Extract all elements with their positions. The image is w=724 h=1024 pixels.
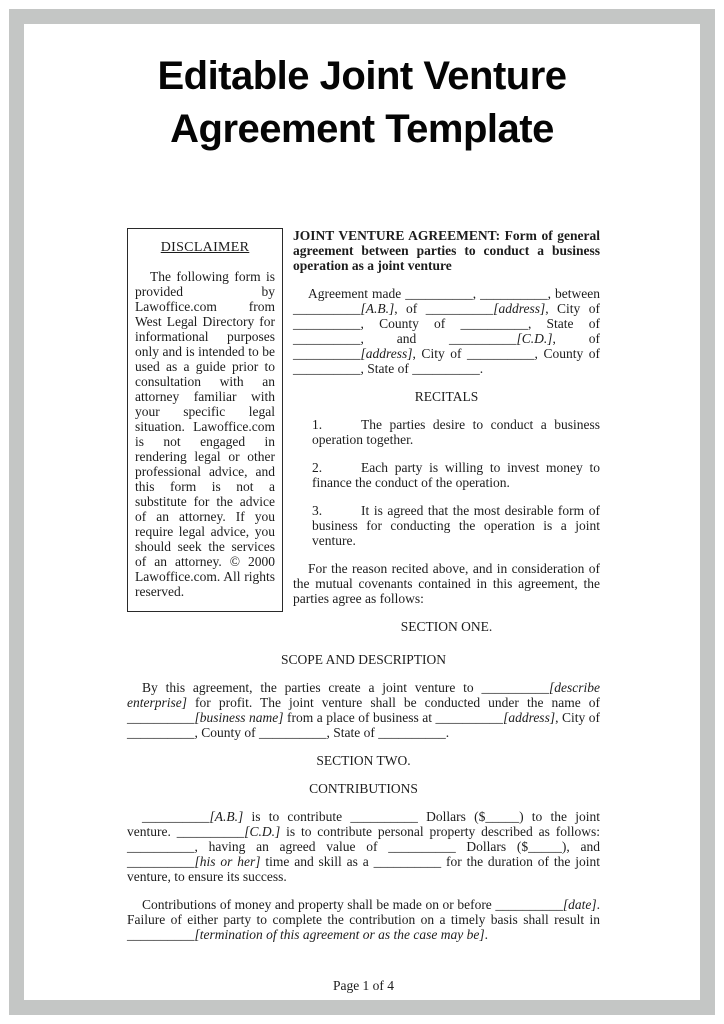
section-two-heading: SECTION TWO. bbox=[316, 753, 411, 768]
recital-item-1 bbox=[312, 417, 600, 447]
recital-text: Each party is willing to invest money to finance the conduct of the operation. bbox=[312, 460, 600, 490]
page-body bbox=[24, 24, 700, 1000]
recital-item-3 bbox=[312, 503, 600, 548]
scope-paragraph: By this agreement, the parties create a joint venture to __________[describe enterprise] for profit. The joint venture shall be conducted under the name of __________[business name] from a place of business at __________[address], City of __________, County of __________, State of __________. bbox=[127, 680, 600, 740]
contributions-paragraph: __________[A.B.] is to contribute __________ Dollars ($_____) to the joint venture. __________[C.D.] is to contribute personal property described as follows: __________, having an agreed value of __________ Dollars ($_____), and __________[his or her] time and skill as a __________ for the duration of the joint venture, to ensure its success. bbox=[127, 809, 600, 884]
recital-text: The parties desire to conduct a business operation together. bbox=[312, 417, 600, 447]
disclaimer-box bbox=[127, 228, 283, 612]
recital-item-2 bbox=[312, 460, 600, 490]
agreement-column bbox=[293, 228, 600, 634]
contributions-heading: CONTRIBUTIONS bbox=[309, 781, 418, 796]
contribution-deadline-paragraph: Contributions of money and property shall be made on or before __________[date]. Failure of either party to complete the contribution on a timely basis shall result in __________[termination of this agreement or as the case may be]. bbox=[127, 897, 600, 942]
agreement-heading: JOINT VENTURE AGREEMENT: Form of general agreement between parties to conduct a business operation as a joint venture bbox=[293, 228, 600, 273]
scope-and-description-heading: SCOPE AND DESCRIPTION bbox=[280, 652, 447, 667]
section-one-heading: SECTION ONE. bbox=[400, 619, 493, 634]
page-content bbox=[127, 228, 600, 993]
page-number: Page 1 of 4 bbox=[332, 978, 395, 993]
page-frame bbox=[9, 9, 715, 1015]
recital-number: 2. bbox=[312, 460, 323, 475]
page-title: Editable Joint Venture Agreement Template bbox=[157, 54, 567, 151]
recital-text: It is agreed that the most desirable form of business for conducting the operation is a joint venture. bbox=[312, 503, 600, 548]
recitals-heading: RECITALS bbox=[414, 389, 479, 404]
disclaimer-text: The following form is provided by Lawoffice.com from West Legal Directory for informational purposes only and is intended to be used as a guide prior to consultation with an attorney familiar with your specific legal situation. Lawoffice.com is not engaged in rendering legal or other professional advice, and this form is not a substitute for the advice of an attorney. If you require legal advice, you should seek the services of an attorney. © 2000 Lawoffice.com. All rights reserved. bbox=[135, 269, 275, 599]
agreement-intro-paragraph: Agreement made __________, __________, between __________[A.B.], of __________[address], City of __________, County of __________, State of __________, and __________[C.D.], of __________[address], City of __________, County of __________, State of __________. bbox=[293, 286, 600, 376]
consideration-paragraph: For the reason recited above, and in consideration of the mutual covenants contained in this agreement, the parties agree as follows: bbox=[293, 561, 600, 606]
disclaimer-heading: DISCLAIMER bbox=[160, 240, 250, 255]
recital-number: 1. bbox=[312, 417, 323, 432]
two-column-section bbox=[127, 228, 600, 634]
recital-number: 3. bbox=[312, 503, 323, 518]
